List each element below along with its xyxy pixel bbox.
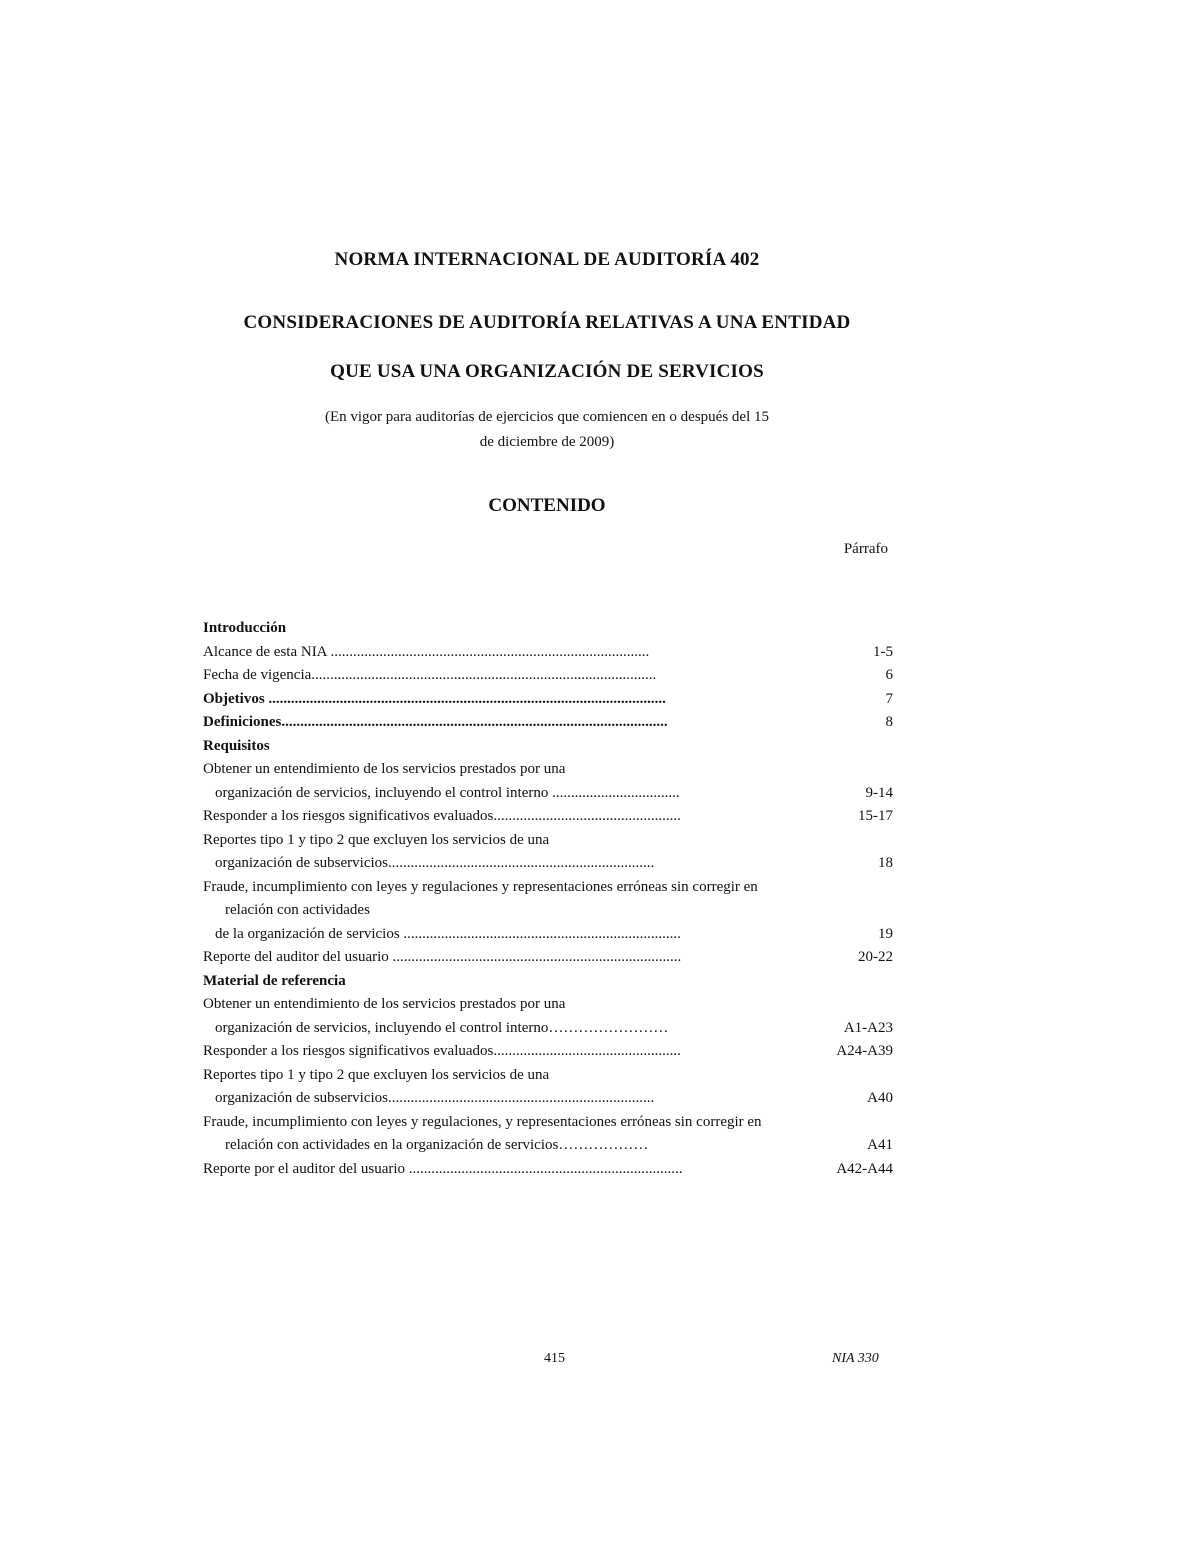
- toc-paragraph: 9-14: [865, 784, 893, 801]
- toc-paragraph: 20-22: [858, 949, 893, 965]
- toc-paragraph: 8: [885, 714, 893, 730]
- toc-entry: [203, 829, 893, 853]
- effective-date-line2: de diciembre de 2009): [479, 434, 615, 450]
- toc-paragraph: 19: [878, 925, 893, 942]
- toc-entry: [203, 664, 893, 688]
- toc-paragraph: 1-5: [873, 643, 893, 660]
- toc-entry: [203, 805, 893, 829]
- toc-entry: [203, 1134, 893, 1158]
- toc-label: Reportes tipo 1 y tipo 2 que excluyen los servicios de una: [203, 1066, 550, 1083]
- toc-entry: [203, 993, 893, 1017]
- toc-paragraph: A1-A23: [843, 1019, 893, 1036]
- toc-paragraph: A40: [867, 1090, 893, 1106]
- toc-entry: [203, 1111, 893, 1135]
- paragraph-column-label: Párrafo: [843, 541, 888, 557]
- toc-entry: [203, 688, 893, 712]
- toc-section-heading: [203, 970, 893, 994]
- page-number: 415: [544, 1351, 565, 1366]
- toc-label: Fraude, incumplimiento con leyes y regulaciones y representaciones erróneas sin corregir en: [203, 878, 758, 895]
- toc-entry: [203, 1158, 893, 1182]
- toc-label: Fecha de vigencia............................................................................................: [203, 667, 657, 683]
- toc-entry: [203, 758, 893, 782]
- toc-label: de la organización de servicios ..........................................................................: [215, 925, 681, 942]
- toc-label: Material de referencia: [203, 972, 346, 989]
- toc-paragraph: 15-17: [858, 808, 893, 824]
- toc-paragraph: 6: [885, 667, 893, 683]
- document-subtitle-line1: CONSIDERACIONES DE AUDITORÍA RELATIVAS A UNA ENTIDAD: [243, 312, 851, 333]
- toc-entry: [203, 923, 893, 947]
- toc-label: Fraude, incumplimiento con leyes y regulaciones, y representaciones erróneas sin corregir en: [203, 1113, 762, 1130]
- toc-entry: [203, 1087, 893, 1111]
- document-subtitle-line2: QUE USA UNA ORGANIZACIÓN DE SERVICIOS: [330, 361, 764, 382]
- toc-label: Introducción: [203, 620, 287, 636]
- toc-entry: [203, 1017, 893, 1041]
- toc-entry: [203, 946, 893, 970]
- toc-label: organización de subservicios.......................................................................: [215, 1090, 655, 1106]
- toc-paragraph: 18: [878, 855, 893, 871]
- toc-entry: [203, 1040, 893, 1064]
- toc-label: organización de subservicios.......................................................................: [215, 855, 655, 871]
- toc-label: Requisitos: [203, 737, 270, 754]
- toc-entry: [203, 711, 893, 735]
- toc-label: Alcance de esta NIA .....................................................................................: [203, 643, 650, 660]
- toc-label: Obtener un entendimiento de los servicios prestados por una: [203, 996, 566, 1012]
- toc-label: Objetivos ..........................................................................................................: [203, 690, 666, 707]
- toc-entry: [203, 899, 893, 923]
- toc-label: Responder a los riesgos significativos evaluados..................................................: [203, 1043, 681, 1059]
- toc-label: relación con actividades: [225, 902, 370, 918]
- toc-label: Reportes tipo 1 y tipo 2 que excluyen los servicios de una: [203, 831, 550, 848]
- toc-entry: [203, 852, 893, 876]
- toc-entry: [203, 782, 893, 806]
- toc-paragraph: A24-A39: [836, 1043, 893, 1059]
- toc-label: Definiciones.......................................................................................................: [203, 714, 668, 730]
- toc-label: relación con actividades en la organización de servicios………………: [225, 1137, 649, 1153]
- toc-section-heading: [203, 617, 893, 641]
- toc-section-heading: [203, 735, 893, 759]
- toc-label: organización de servicios, incluyendo el control interno ..................................: [215, 784, 680, 801]
- toc-entry: [203, 641, 893, 665]
- toc-paragraph: 7: [885, 690, 893, 707]
- running-footer-reference: NIA 330: [832, 1351, 879, 1366]
- toc-paragraph: A41: [867, 1137, 893, 1153]
- toc-label: Reporte por el auditor del usuario .........................................................................: [203, 1160, 683, 1177]
- toc-entry: [203, 876, 893, 900]
- toc-label: organización de servicios, incluyendo el control interno……………………: [215, 1019, 669, 1036]
- toc-label: Obtener un entendimiento de los servicios prestados por una: [203, 761, 566, 777]
- toc-label: Reporte del auditor del usuario .............................................................................: [203, 949, 682, 965]
- toc-paragraph: A42-A44: [836, 1160, 893, 1177]
- contents-heading: CONTENIDO: [488, 495, 606, 516]
- toc-entry: [203, 1064, 893, 1088]
- toc-label: Responder a los riesgos significativos evaluados..................................................: [203, 808, 681, 824]
- table-of-contents: [203, 617, 893, 1181]
- effective-date-line1: (En vigor para auditorías de ejercicios que comiencen en o después del 15: [324, 409, 769, 425]
- document-title: NORMA INTERNACIONAL DE AUDITORÍA 402: [334, 249, 760, 270]
